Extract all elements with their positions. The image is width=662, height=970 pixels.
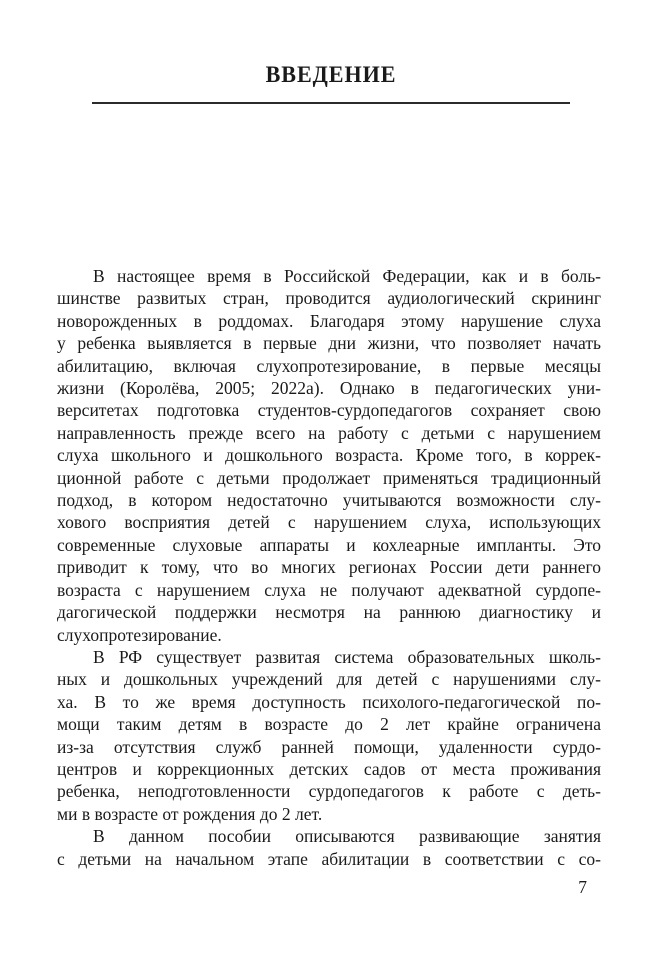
text-line: приводит к тому, что во многих регионах России дети раннего (57, 557, 601, 578)
text-line: слухопротезирование. (57, 624, 222, 645)
text-line: мощи таким детям в возрасте до 2 лет крайне ограничена (57, 714, 601, 735)
paragraph (57, 825, 601, 870)
text-line: у ребенка выявляется в первые дни жизни, что позволяет начать (57, 333, 601, 354)
text-line: В настоящее время в Российской Федерации, как и в боль- (93, 266, 601, 286)
text-line: ных и дошкольных учреждений для детей с нарушениями слу- (57, 669, 601, 690)
page-number: 7 (578, 877, 587, 897)
text-line: ребенка, неподготовленности сурдопедагогов к работе с деть- (57, 781, 601, 802)
text-line: направленность прежде всего на работу с детьми с нарушением (57, 422, 601, 443)
text-line: ха. В то же время доступность психолого-педагогической по- (57, 691, 601, 712)
text-line: современные слуховые аппараты и кохлеарные импланты. Это (57, 534, 601, 555)
text-line: В РФ существует развитая система образовательных школь- (93, 646, 601, 667)
text-line: жизни (Королёва, 2005; 2022а). Однако в педагогических уни- (57, 378, 601, 399)
text-line: ционной работе с детьми продолжает применяться традиционный (57, 467, 601, 488)
text-line: слуха школьного и дошкольного возраста. Кроме того, в коррек- (57, 445, 601, 466)
text-line: дагогической поддержки несмотря на раннюю диагностику и (57, 602, 601, 623)
chapter-title: ВВЕДЕНИЕ (265, 62, 397, 87)
paragraph (57, 265, 601, 646)
text-line: хового восприятия детей с нарушением слуха, использующих (57, 512, 601, 533)
text-line: абилитацию, включая слухопротезирование, в первые месяцы (57, 355, 601, 376)
text-line: возраста с нарушением слуха не получают адекватной сурдопе- (57, 579, 601, 600)
chapter-header (0, 0, 662, 104)
title-rule (92, 102, 570, 104)
text-line: шинстве развитых стран, проводится аудиологический скрининг (57, 288, 601, 309)
text-line: центров и коррекционных детских садов от места проживания (57, 758, 601, 779)
text-line: ми в возрасте от рождения до 2 лет. (57, 803, 323, 824)
text-line: верситетах подготовка студентов-сурдопедагогов сохраняет свою (57, 400, 601, 421)
body-text (57, 265, 601, 870)
text-line: В данном пособии описываются развивающие занятия (93, 826, 601, 847)
paragraph (57, 646, 601, 825)
text-line: с детьми на начальном этапе абилитации в соответствии с со- (57, 848, 601, 869)
text-line: новорожденных в роддомах. Благодаря этому нарушение слуха (57, 310, 601, 331)
text-line: из-за отсутствия служб ранней помощи, удаленности сурдо- (57, 736, 601, 757)
text-line: подход, в котором недостаточно учитываются возможности слу- (57, 490, 601, 511)
